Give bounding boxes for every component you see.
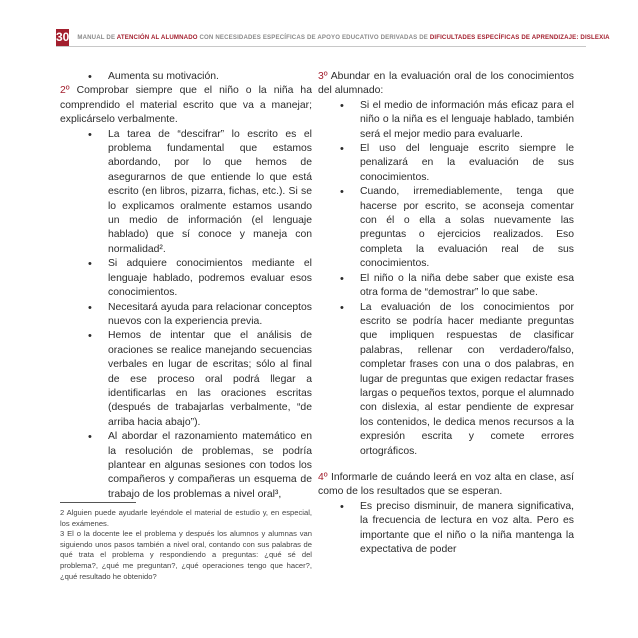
paragraph-text: Comprobar siempre que el niño o la niña ha comprendido el material escrito que va a manejar; explicárselo verbalmente. <box>60 85 312 126</box>
bullet-item: • Al abordar el razonamiento matemático en la resolución de problemas, se podría plantear en algunas sesiones con todos los compañeros y compañeras un esquema de trabajo de los problemas a nivel oral³, <box>60 430 312 502</box>
bullet-item: • Si el medio de información más eficaz para el niño o la niña es el lenguaje hablado, también será el mejor medio para evaluarle. <box>318 99 574 142</box>
left-column <box>60 70 312 502</box>
spacer <box>318 459 574 471</box>
bullet-item: • Si adquiere conocimientos mediante el lenguaje hablado, podremos evaluar esos conocimientos. <box>60 257 312 300</box>
bullet-item: • La evaluación de los conocimientos por escrito se podría hacer mediante preguntas que impliquen respuestas de clasificar palabras, rellenar con verdadero/falso, completar frases con una o dos palabras, en lugar de preguntas que exigen redactar frases largas o pequeños textos, porque el alumnado con dislexia, al estar pendiente de expresar los contenidos, le dedica menos recursos a la expresión escrita y comete errores ortográficos. <box>318 301 574 459</box>
bullet-item: • Hemos de intentar que el análisis de oraciones se realice manejando secuencias verbales en lugar de escritas; sólo al final de ese proceso oral podrá llegar a identificarlas en las oraciones escritas (después de trabajarlas verbalmente, “de arriba hacia abajo”). <box>60 329 312 430</box>
right-column <box>318 70 574 557</box>
paragraph-2 <box>60 84 312 127</box>
bullet-item: • El niño o la niña debe saber que existe esa otra forma de “demostrar” lo que sabe. <box>318 272 574 301</box>
bullet-list <box>60 70 312 84</box>
running-head <box>77 34 609 41</box>
running-head-part: DIFICULTADES ESPECÍFICAS DE APRENDIZAJE: DISLEXIA <box>429 34 610 41</box>
running-head-part: ATENCIÓN AL ALUMNADO <box>116 34 198 41</box>
paragraph-number: 4º <box>318 471 328 483</box>
footnotes <box>60 508 312 582</box>
paragraph-number: 2º <box>60 85 70 97</box>
bullet-list <box>60 128 312 503</box>
bullet-item: • El uso del lenguaje escrito siempre le penalizará en la evaluación de sus conocimientos. <box>318 142 574 185</box>
footnote: 3 El o la docente lee el problema y después los alumnos y alumnas van siguiendo unos pasos también a nivel oral, contando con sus palabras de qué trata el problema y respondiendo a preguntas: ¿qué sé del problema?, ¿qué me preguntan?, ¿qué operaciones tengo que hacer?, ¿qué resultado he obtenido? <box>60 529 312 581</box>
paragraph-3 <box>318 70 574 99</box>
paragraph-number: 3º <box>318 71 328 82</box>
page-header <box>56 29 610 47</box>
paragraph-text: Abundar en la evaluación oral de los conocimientos del alumnado: <box>318 71 574 97</box>
bullet-item: • Cuando, irremediablemente, tenga que hacerse por escrito, se aconseja comentar con él o ella a solas nuevamente las preguntas o ejercicios realizados. Eso completa la evaluación real de sus conocimientos. <box>318 185 574 271</box>
footnote: 2 Alguien puede ayudarle leyéndole el material de estudio y, en especial, los exámenes. <box>60 508 312 528</box>
bullet-item: • Aumenta su motivación. <box>60 70 312 84</box>
footnote-divider <box>60 502 136 503</box>
running-head-part: CON NECESIDADES ESPECÍFICAS DE APOYO EDUCATIVO DERIVADAS DE <box>197 34 430 41</box>
bullet-list <box>318 500 574 558</box>
bullet-item: • Necesitará ayuda para relacionar conceptos nuevos con la experiencia previa. <box>60 301 312 330</box>
running-head-part: MANUAL DE <box>77 34 117 41</box>
bullet-item: • La tarea de “descifrar” lo escrito es el problema fundamental que estamos abordando, por lo que hemos de asegurarnos de que entiende lo que está escrito (en libros, pizarra, fichas, etc.). Si se lo explicamos oralmente estamos usando un medio de información (el lenguaje hablado) que sí conoce y maneja con normalidad². <box>60 128 312 258</box>
bullet-list <box>318 99 574 459</box>
paragraph-text: Informarle de cuándo leerá en voz alta en clase, así como de los resultados que se esperan. <box>318 471 574 498</box>
paragraph-4 <box>318 471 574 500</box>
bullet-item: • Es preciso disminuir, de manera significativa, la frecuencia de lectura en voz alta. Pero es importante que el niño o la niña mantenga la expectativa de poder <box>318 500 574 558</box>
page-number: 30 <box>56 30 70 44</box>
